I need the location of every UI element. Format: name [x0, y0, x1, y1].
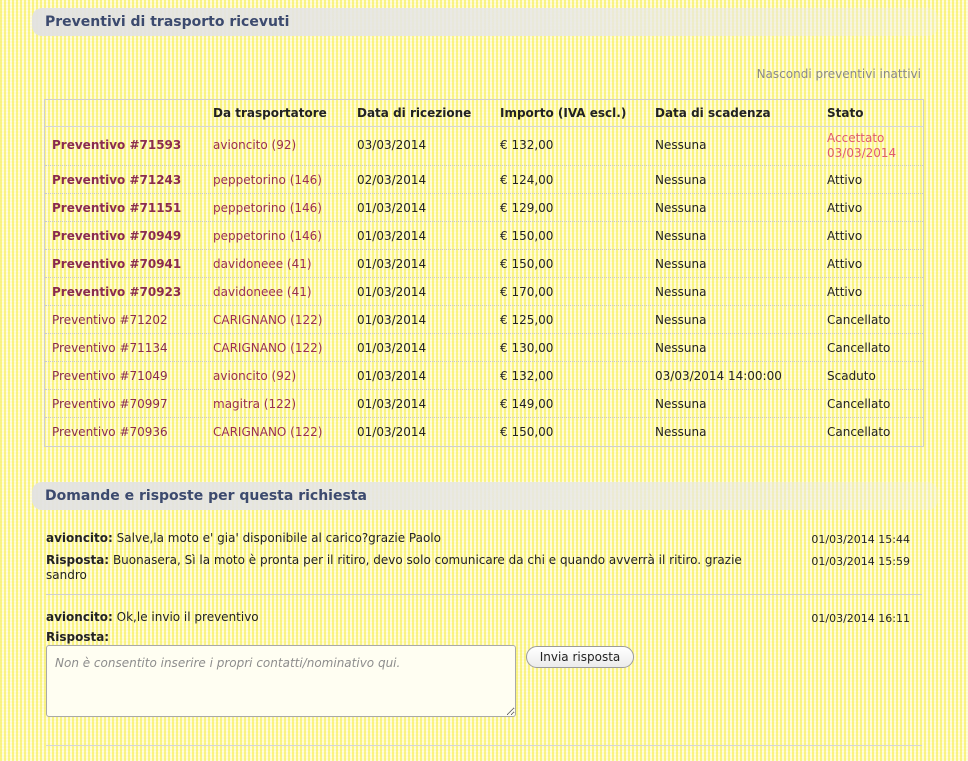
status-text: Accettato — [827, 131, 885, 145]
table-row — [45, 390, 923, 418]
column-header-amount: Importo (IVA escl.) — [500, 106, 627, 120]
quotes-table — [44, 99, 924, 447]
expiry-date: Nessuna — [655, 285, 707, 299]
quote-link[interactable]: Preventivo #70941 — [52, 257, 182, 271]
quote-link[interactable]: Preventivo #71134 — [52, 341, 168, 355]
received-date: 01/03/2014 — [357, 397, 427, 411]
answer-line — [46, 553, 746, 567]
quote-amount: € 125,00 — [500, 313, 554, 327]
status-badge — [827, 131, 896, 161]
carrier-link[interactable]: peppetorino (146) — [213, 173, 322, 187]
quote-amount: € 150,00 — [500, 257, 554, 271]
expiry-date: Nessuna — [655, 138, 707, 152]
question-line — [46, 610, 259, 624]
expiry-date: Nessuna — [655, 257, 707, 271]
status-text: Cancellato — [827, 425, 891, 439]
carrier-link[interactable]: peppetorino (146) — [213, 201, 322, 215]
table-row — [45, 194, 923, 222]
expiry-date: Nessuna — [655, 313, 707, 327]
received-date: 01/03/2014 — [357, 229, 427, 243]
quote-amount: € 129,00 — [500, 201, 554, 215]
received-date: 01/03/2014 — [357, 313, 427, 327]
table-header — [45, 100, 923, 127]
carrier-link[interactable]: CARIGNANO (122) — [213, 313, 323, 327]
expiry-date: Nessuna — [655, 397, 707, 411]
answer-label: Risposta: — [46, 630, 110, 644]
received-date: 01/03/2014 — [357, 341, 427, 355]
table-row — [45, 306, 923, 334]
received-date: 01/03/2014 — [357, 257, 427, 271]
expiry-date: Nessuna — [655, 201, 707, 215]
table-row — [45, 250, 923, 278]
carrier-link[interactable]: peppetorino (146) — [213, 229, 322, 243]
expiry-date: Nessuna — [655, 341, 707, 355]
status-date: 03/03/2014 — [827, 146, 897, 160]
reply-textarea[interactable] — [46, 645, 516, 717]
quotes-section-header — [32, 8, 938, 36]
answer-label: Risposta: — [46, 553, 110, 567]
status-text: Cancellato — [827, 397, 891, 411]
hide-inactive-quotes-link[interactable]: Nascondi preventivi inattivi — [756, 67, 921, 81]
qa-thread — [46, 531, 922, 587]
expiry-date: Nessuna — [655, 173, 707, 187]
quote-amount: € 150,00 — [500, 425, 554, 439]
status-text: Cancellato — [827, 341, 891, 355]
quotes-section-title: Preventivi di trasporto ricevuti — [45, 14, 290, 30]
quote-amount: € 132,00 — [500, 369, 554, 383]
carrier-link[interactable]: avioncito (92) — [213, 138, 297, 152]
carrier-link[interactable]: avioncito (92) — [213, 369, 297, 383]
quote-amount: € 149,00 — [500, 397, 554, 411]
received-date: 01/03/2014 — [357, 425, 427, 439]
column-header-status: Stato — [827, 106, 864, 120]
carrier-link[interactable]: davidoneee (41) — [213, 285, 312, 299]
quote-link[interactable]: Preventivo #71243 — [52, 173, 182, 187]
quote-link[interactable]: Preventivo #71202 — [52, 313, 168, 327]
expiry-date: Nessuna — [655, 425, 707, 439]
status-text: Cancellato — [827, 313, 891, 327]
bottom-divider — [46, 745, 922, 746]
question-time: 01/03/2014 16:11 — [811, 612, 910, 625]
question-user: avioncito: — [46, 531, 113, 545]
carrier-link[interactable]: CARIGNANO (122) — [213, 425, 323, 439]
status-text: Attivo — [827, 285, 863, 299]
expiry-date: 03/03/2014 14:00:00 — [655, 369, 782, 383]
quote-link[interactable]: Preventivo #71593 — [52, 138, 182, 152]
table-row — [45, 278, 923, 306]
quote-link[interactable]: Preventivo #71151 — [52, 201, 182, 215]
quote-amount: € 132,00 — [500, 138, 554, 152]
quote-amount: € 150,00 — [500, 229, 554, 243]
table-row — [45, 222, 923, 250]
carrier-link[interactable]: CARIGNANO (122) — [213, 341, 323, 355]
quote-link[interactable]: Preventivo #70997 — [52, 397, 168, 411]
question-user: avioncito: — [46, 610, 113, 624]
quote-link[interactable]: Preventivo #71049 — [52, 369, 168, 383]
quote-amount: € 124,00 — [500, 173, 554, 187]
received-date: 01/03/2014 — [357, 201, 427, 215]
question-text: Salve,la moto e' gia' disponibile al carico?grazie Paolo — [116, 531, 441, 545]
qa-thread — [46, 610, 922, 646]
status-text: Scaduto — [827, 369, 876, 383]
table-row — [45, 362, 923, 390]
table-row — [45, 126, 923, 166]
received-date: 01/03/2014 — [357, 369, 427, 383]
quote-amount: € 170,00 — [500, 285, 554, 299]
received-date: 02/03/2014 — [357, 173, 427, 187]
carrier-link[interactable]: davidoneee (41) — [213, 257, 312, 271]
quote-link[interactable]: Preventivo #70936 — [52, 425, 168, 439]
table-row — [45, 166, 923, 194]
table-row — [45, 418, 923, 446]
status-text: Attivo — [827, 173, 863, 187]
answer-text: Buonasera, Sì la moto è pronta per il ritiro, devo solo comunicare da chi e quando avverrà il ritiro. grazie — [112, 553, 742, 567]
question-time: 01/03/2014 15:44 — [811, 533, 910, 546]
expiry-date: Nessuna — [655, 229, 707, 243]
question-line — [46, 531, 441, 545]
quote-amount: € 130,00 — [500, 341, 554, 355]
qa-section-header — [32, 482, 938, 510]
question-text: Ok,le invio il preventivo — [116, 610, 259, 624]
answer-time: 01/03/2014 15:59 — [811, 555, 910, 568]
thread-divider — [46, 594, 922, 595]
status-text: Attivo — [827, 229, 863, 243]
quote-link[interactable]: Preventivo #70949 — [52, 229, 182, 243]
qa-section-title: Domande e risposte per questa richiesta — [45, 488, 367, 504]
received-date: 01/03/2014 — [357, 285, 427, 299]
column-header-carrier: Da trasportatore — [213, 106, 327, 120]
table-row — [45, 334, 923, 362]
received-date: 03/03/2014 — [357, 138, 427, 152]
column-header-expiry: Data di scadenza — [655, 106, 771, 120]
answer-text-continued: sandro — [46, 568, 87, 582]
status-text: Attivo — [827, 257, 863, 271]
status-text: Attivo — [827, 201, 863, 215]
column-header-received: Data di ricezione — [357, 106, 472, 120]
quote-link[interactable]: Preventivo #70923 — [52, 285, 182, 299]
carrier-link[interactable]: magitra (122) — [213, 397, 297, 411]
send-reply-button[interactable]: Invia risposta — [526, 646, 634, 668]
